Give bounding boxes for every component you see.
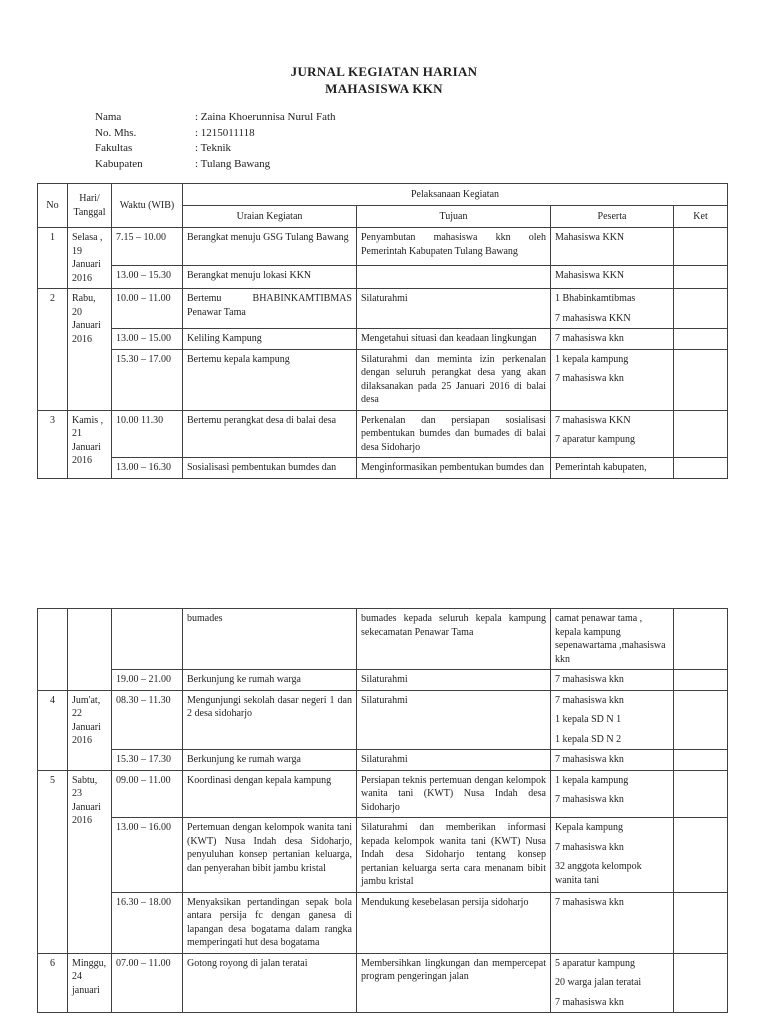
table-row (38, 329, 728, 350)
cell-waktu: 19.00 – 21.00 (112, 670, 183, 691)
cell-peserta (551, 349, 674, 410)
cell-ket (674, 770, 728, 818)
peserta-entry: Kepala kampung (555, 822, 624, 833)
header-peserta: Peserta (551, 206, 674, 228)
table-row (38, 458, 728, 479)
cell-tujuan: Silaturahmi dan meminta izin perkenalan dengan seluruh perangkat desa yang akan dilaksanakan pada 25 Januari 2016 di balai desa (357, 349, 551, 410)
cell-uraian-kegiatan: Berkunjung ke rumah warga (183, 670, 357, 691)
header-tujuan: Tujuan (357, 206, 551, 228)
table-row (38, 349, 728, 410)
cell-uraian-kegiatan: Berkunjung ke rumah warga (183, 750, 357, 771)
cell-waktu: 16.30 – 18.00 (112, 892, 183, 953)
cell-peserta (551, 818, 674, 893)
cell-ket (674, 750, 728, 771)
cell-hari-tanggal: Jum'at, 22 Januari 2016 (68, 690, 112, 770)
peserta-entry: 7 mahasiswa KKN (555, 414, 631, 426)
peserta-entry: 32 anggota kelompok wanita tani (555, 861, 642, 886)
header-waktu: Waktu (WIB) (112, 184, 183, 228)
peserta-entry: 1 kepala SD N 2 (555, 733, 622, 745)
cell-no: 6 (38, 953, 68, 1013)
cell-no: 3 (38, 410, 68, 478)
cell-peserta (551, 690, 674, 750)
table-row (38, 670, 728, 691)
document-title (0, 64, 768, 98)
cell-no: 4 (38, 690, 68, 770)
info-value-nama: : Zaina Khoerunnisa Nurul Fath (195, 111, 336, 123)
peserta-entry: 7 mahasiswa kkn (555, 333, 624, 344)
cell-hari-tanggal: Kamis , 21 Januari 2016 (68, 410, 112, 478)
journal-table-page-2 (37, 608, 728, 1013)
cell-ket (674, 892, 728, 953)
table-row (38, 818, 728, 893)
info-row-fakultas (95, 141, 336, 157)
table-row (38, 289, 728, 329)
student-info-block (95, 110, 336, 172)
cell-tujuan (357, 266, 551, 289)
cell-uraian-kegiatan: Pertemuan dengan kelompok wanita tani (KWT) Nusa Indah desa Sidoharjo, penyuluhan konsep pertanian keluarga, dan penyerahan bibit jambu kristal (183, 818, 357, 893)
document-title-line1: JURNAL KEGIATAN HARIAN (290, 64, 478, 79)
peserta-entry: Mahasiswa KKN (555, 270, 625, 282)
table-row (38, 609, 728, 670)
info-value-fakultas: : Teknik (195, 142, 231, 154)
cell-tujuan: Silaturahmi (357, 289, 551, 329)
cell-ket (674, 690, 728, 750)
cell-uraian-kegiatan: Mengunjungi sekolah dasar negeri 1 dan 2 desa sidoharjo (183, 690, 357, 750)
cell-peserta (551, 770, 674, 818)
header-pelaksanaan: Pelaksanaan Kegiatan (183, 184, 728, 206)
cell-waktu: 10.00 11.30 (112, 410, 183, 458)
cell-peserta (551, 670, 674, 691)
cell-ket (674, 349, 728, 410)
cell-waktu: 15.30 – 17.00 (112, 349, 183, 410)
cell-no: 5 (38, 770, 68, 953)
cell-peserta (551, 750, 674, 771)
peserta-entry: 20 warga jalan teratai (555, 977, 642, 988)
journal-table-page-1-container (37, 183, 728, 479)
cell-ket (674, 410, 728, 458)
cell-ket (674, 953, 728, 1013)
table-row (38, 953, 728, 1013)
peserta-entry: 5 aparatur kampung (555, 957, 635, 969)
cell-no: 2 (38, 289, 68, 411)
cell-waktu: 13.00 – 16.00 (112, 818, 183, 893)
peserta-entry: 7 mahasiswa kkn (555, 841, 624, 853)
info-label-kabupaten: Kabupaten (95, 157, 143, 170)
peserta-entry: 7 mahasiswa KKN (555, 312, 631, 324)
peserta-entry: 7 aparatur kampung (555, 434, 635, 445)
cell-uraian-kegiatan: Keliling Kampung (183, 329, 357, 350)
document-title-line2: MAHASISWA KKN (325, 80, 443, 96)
cell-uraian-kegiatan: Berangkat menuju GSG Tulang Bawang (183, 228, 357, 266)
cell-tujuan: Persiapan teknis pertemuan dengan kelompok wanita tani (KWT) Nusa Indah desa Sidoharjo (357, 770, 551, 818)
cell-hari-tanggal (68, 609, 112, 691)
table-row (38, 690, 728, 750)
cell-peserta (551, 458, 674, 479)
cell-tujuan: Silaturahmi (357, 670, 551, 691)
peserta-entry: 1 kepala kampung (555, 774, 629, 786)
peserta-entry: 1 kepala kampung (555, 353, 629, 365)
cell-tujuan: Penyambutan mahasiswa kkn oleh Pemerintah Kabupaten Tulang Bawang (357, 228, 551, 266)
peserta-entry: 7 mahasiswa kkn (555, 373, 624, 384)
cell-no: 1 (38, 228, 68, 289)
cell-hari-tanggal: Minggu, 24 januari (68, 953, 112, 1013)
cell-peserta (551, 266, 674, 289)
cell-hari-tanggal: Rabu, 20 Januari 2016 (68, 289, 112, 411)
cell-tujuan: Silaturahmi dan memberikan informasi kepada kelompok wanita tani (KWT) Nusa Indah desa Sidoharjo tentang konsep pertanian keluarga serta cara menanam bibit jambu kristal (357, 818, 551, 893)
peserta-entry: camat penawar tama , kepala kampung sepenawartama ,mahasiswa kkn (555, 613, 666, 665)
info-value-kabupaten: : Tulang Bawang (195, 157, 271, 170)
cell-waktu: 13.00 – 15.30 (112, 266, 183, 289)
cell-tujuan: Perkenalan dan persiapan sosialisasi pembentukan bumdes dan bumades di balai desa Sidoharjo (357, 410, 551, 458)
table-row (38, 410, 728, 458)
cell-tujuan: Silaturahmi (357, 690, 551, 750)
cell-uraian-kegiatan: Berangkat menuju lokasi KKN (183, 266, 357, 289)
cell-tujuan: bumades kepada seluruh kepala kampung sekecamatan Penawar Tama (357, 609, 551, 670)
table-header (38, 184, 728, 228)
cell-no (38, 609, 68, 691)
peserta-entry: 7 mahasiswa kkn (555, 694, 624, 706)
cell-peserta (551, 953, 674, 1013)
cell-peserta (551, 410, 674, 458)
cell-waktu: 07.00 – 11.00 (112, 953, 183, 1013)
peserta-entry: Pemerintah kabupaten, (555, 462, 647, 473)
cell-ket (674, 228, 728, 266)
cell-ket (674, 266, 728, 289)
cell-waktu: 13.00 – 15.00 (112, 329, 183, 350)
peserta-entry: 7 mahasiswa kkn (555, 996, 624, 1008)
cell-ket (674, 289, 728, 329)
cell-waktu: 13.00 – 16.30 (112, 458, 183, 479)
cell-uraian-kegiatan: bumades (183, 609, 357, 670)
cell-uraian-kegiatan: Bertemu kepala kampung (183, 349, 357, 410)
cell-waktu: 15.30 – 17.30 (112, 750, 183, 771)
cell-tujuan: Menginformasikan pembentukan bumdes dan (357, 458, 551, 479)
cell-waktu: 08.30 – 11.30 (112, 690, 183, 750)
info-row-nama (95, 110, 336, 126)
table-row (38, 228, 728, 266)
header-hari: Hari/ Tanggal (68, 184, 112, 228)
header-ket: Ket (674, 206, 728, 228)
cell-peserta (551, 228, 674, 266)
cell-hari-tanggal: Selasa , 19 Januari 2016 (68, 228, 112, 289)
cell-uraian-kegiatan: Gotong royong di jalan teratai (183, 953, 357, 1013)
peserta-entry: 7 mahasiswa kkn (555, 896, 624, 908)
cell-uraian-kegiatan: Sosialisasi pembentukan bumdes dan (183, 458, 357, 479)
cell-peserta (551, 609, 674, 670)
table-row (38, 266, 728, 289)
cell-uraian-kegiatan: Koordinasi dengan kepala kampung (183, 770, 357, 818)
cell-tujuan: Mendukung kesebelasan persija sidoharjo (357, 892, 551, 953)
cell-uraian-kegiatan: Bertemu BHABINKAMTIBMAS Penawar Tama (183, 289, 357, 329)
cell-waktu: 10.00 – 11.00 (112, 289, 183, 329)
cell-tujuan: Membersihkan lingkungan dan mempercepat program pengeringan jalan (357, 953, 551, 1013)
cell-ket (674, 329, 728, 350)
cell-tujuan: Mengetahui situasi dan keadaan lingkungan (357, 329, 551, 350)
table-row (38, 770, 728, 818)
journal-table-page-2-container (37, 608, 728, 1013)
journal-table-page-1 (37, 183, 728, 479)
table-row (38, 750, 728, 771)
cell-peserta (551, 289, 674, 329)
cell-uraian-kegiatan: Bertemu perangkat desa di balai desa (183, 410, 357, 458)
cell-peserta (551, 329, 674, 350)
header-uraian: Uraian Kegiatan (183, 206, 357, 228)
cell-waktu (112, 609, 183, 670)
info-row-kabupaten (95, 157, 336, 173)
cell-hari-tanggal: Sabtu, 23 Januari 2016 (68, 770, 112, 953)
table-header-row-1 (38, 184, 728, 206)
peserta-entry: Mahasiswa KKN (555, 232, 625, 243)
peserta-entry: 1 kepala SD N 1 (555, 714, 622, 725)
info-label-no-mhs: No. Mhs. (95, 126, 137, 139)
peserta-entry: 7 mahasiswa kkn (555, 754, 624, 765)
info-label-nama: Nama (95, 111, 122, 123)
cell-ket (674, 609, 728, 670)
cell-tujuan: Silaturahmi (357, 750, 551, 771)
cell-ket (674, 670, 728, 691)
cell-waktu: 09.00 – 11.00 (112, 770, 183, 818)
cell-ket (674, 818, 728, 893)
header-no: No (38, 184, 68, 228)
peserta-entry: 1 Bhabinkamtibmas (555, 293, 636, 304)
info-value-no-mhs: : 1215011118 (195, 126, 255, 139)
table-row (38, 892, 728, 953)
info-row-no-mhs (95, 126, 336, 142)
cell-ket (674, 458, 728, 479)
cell-uraian-kegiatan: Menyaksikan pertandingan sepak bola antara persija fc dengan ganesa di lapangan desa bogatama dalam rangka memperingati hut desa bogatama (183, 892, 357, 953)
peserta-entry: 7 mahasiswa kkn (555, 674, 624, 685)
cell-waktu: 7.15 – 10.00 (112, 228, 183, 266)
peserta-entry: 7 mahasiswa kkn (555, 794, 624, 805)
cell-peserta (551, 892, 674, 953)
info-label-fakultas: Fakultas (95, 142, 133, 154)
